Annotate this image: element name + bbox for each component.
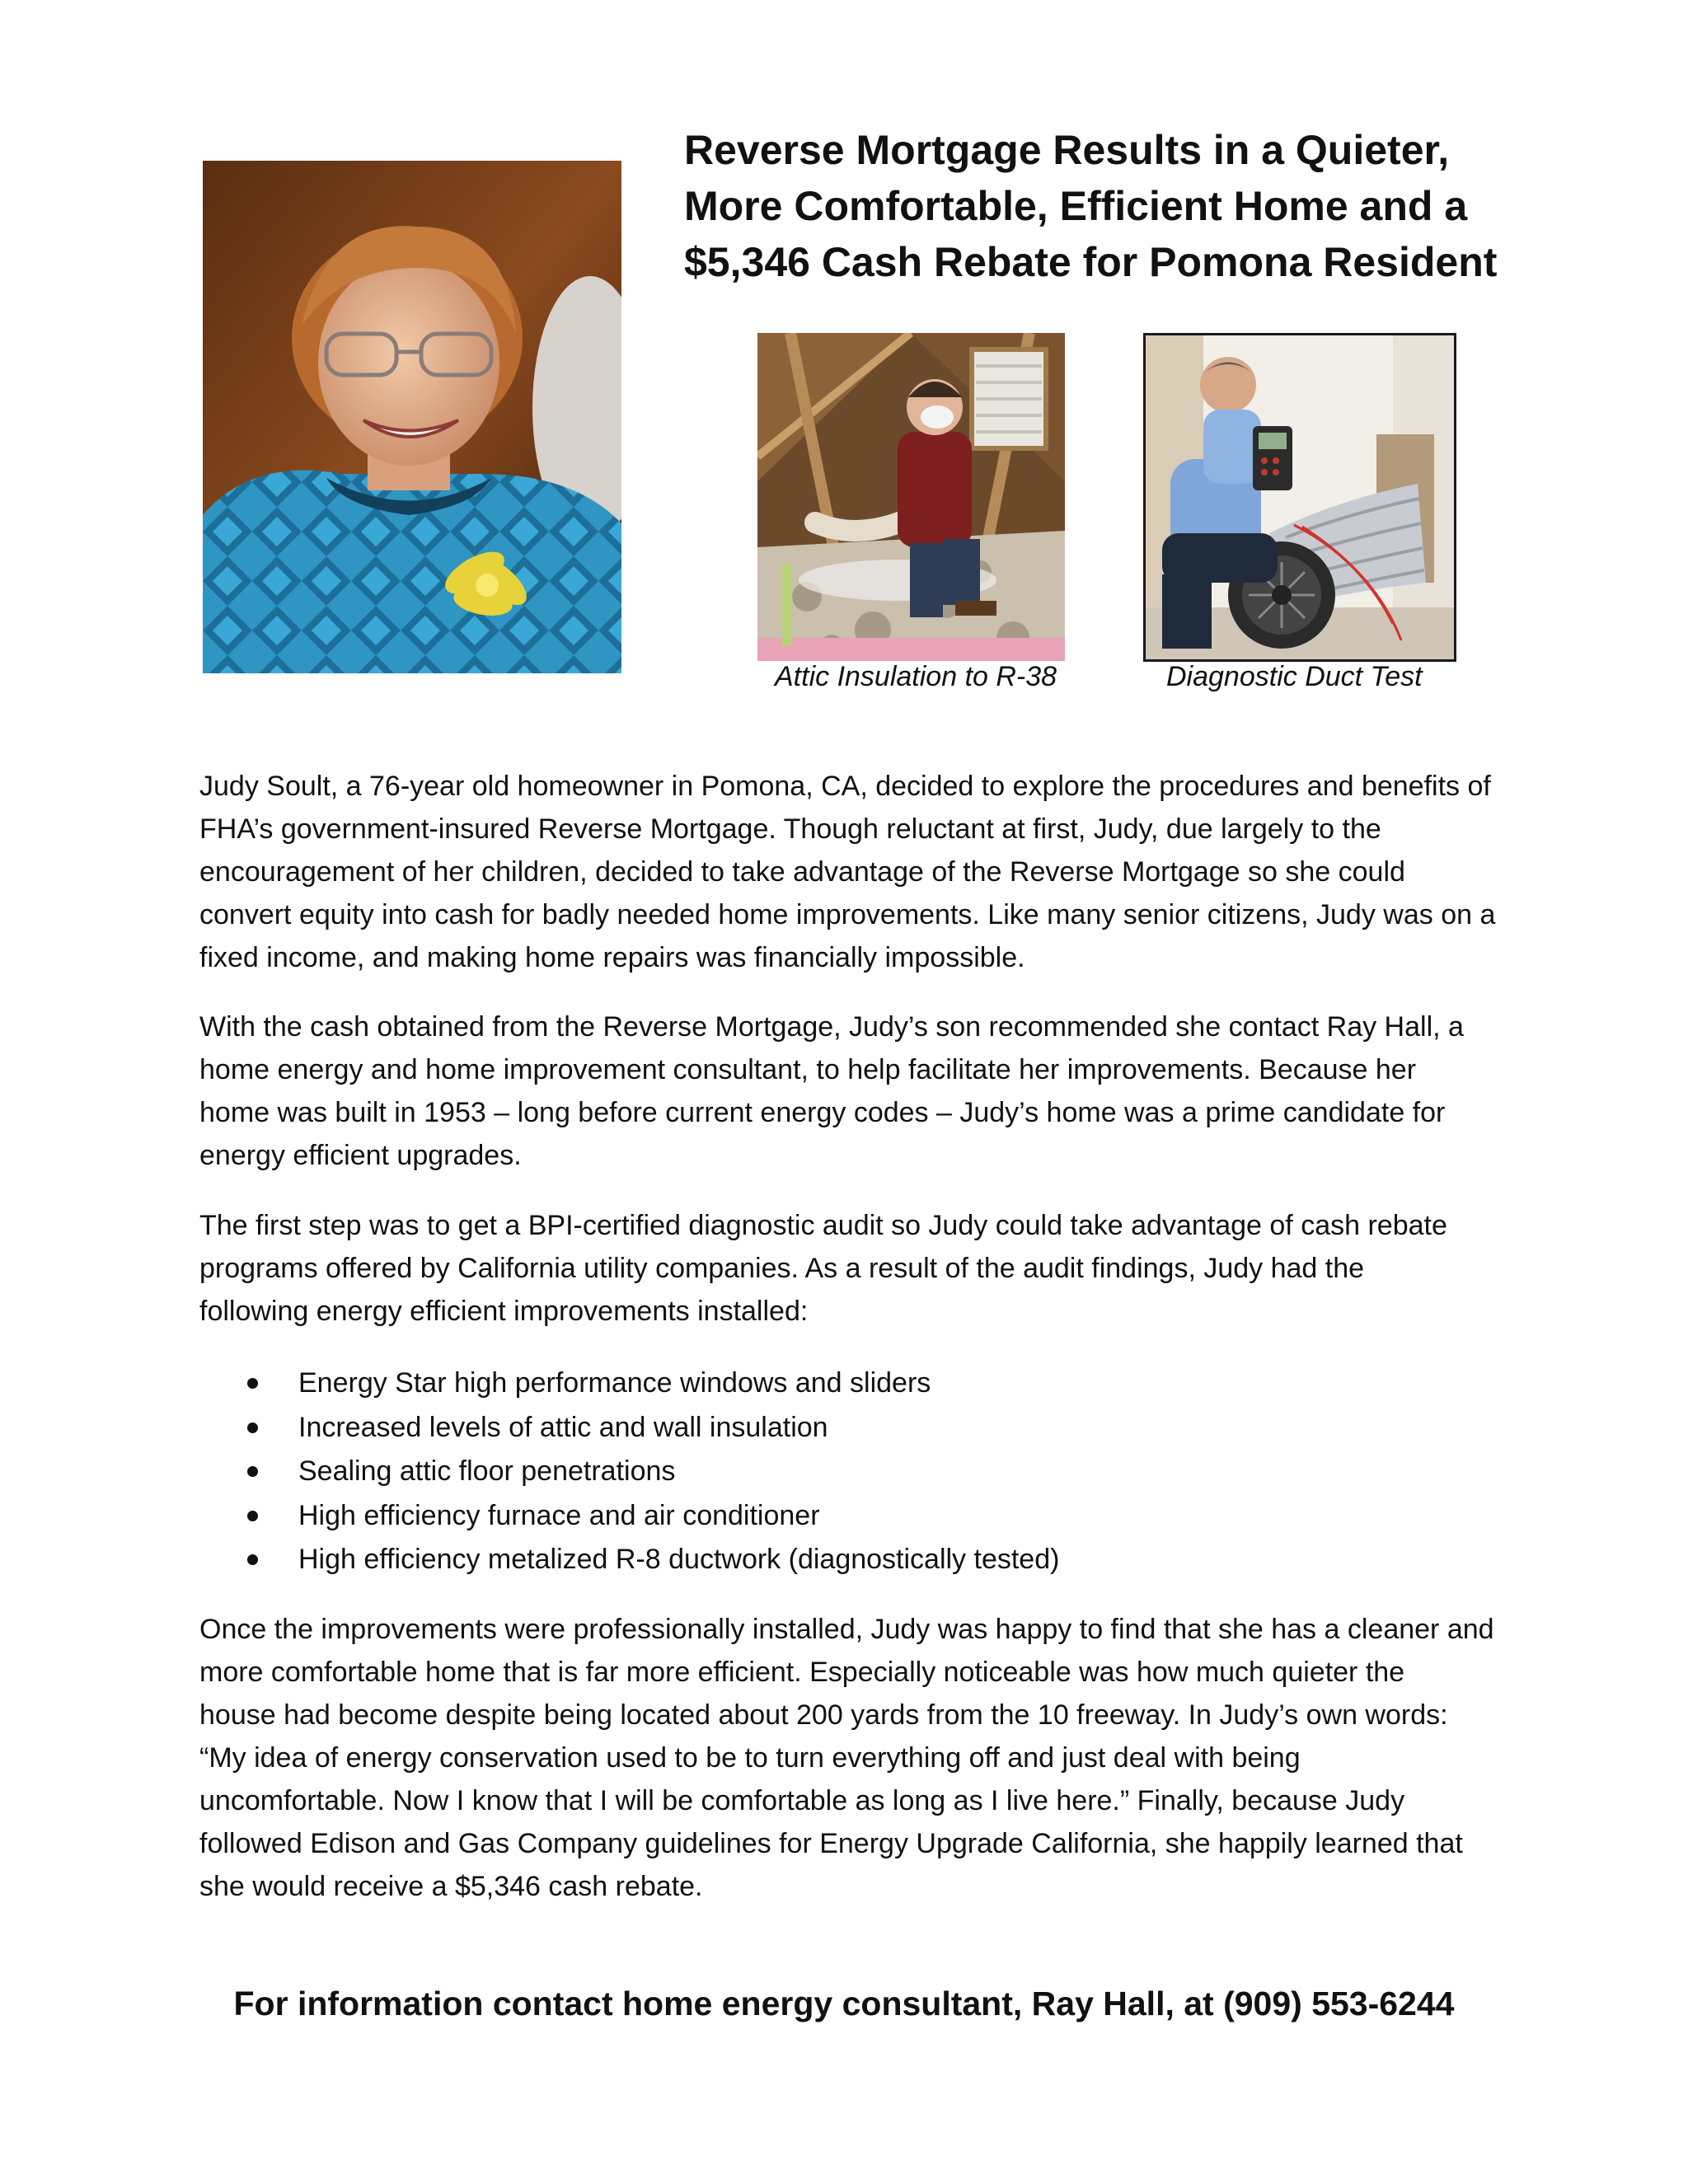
portrait-photo (203, 161, 621, 673)
list-item-text: Sealing attic floor penetrations (298, 1455, 676, 1487)
paragraph-audit (199, 1204, 1502, 1333)
list-item-text: Increased levels of attic and wall insulation (298, 1411, 828, 1443)
paragraph-line: programs offered by California utility companies. As a result of the audit findings, Judy had the (199, 1253, 1365, 1284)
paragraph-consultant (199, 1005, 1502, 1177)
list-item-text: Energy Star high performance windows and sliders (298, 1367, 931, 1399)
paragraph-line: “My idea of energy conservation used to be to turn everything off and just deal with being (199, 1742, 1301, 1774)
paragraph-line: she would receive a $5,346 cash rebate. (199, 1871, 703, 1902)
bullet-icon (247, 1466, 258, 1477)
improvements-list (247, 1361, 1059, 1582)
list-item (247, 1361, 1059, 1406)
paragraph-line: energy efficient upgrades. (199, 1140, 522, 1171)
article-title (684, 122, 1508, 290)
paragraph-line: home energy and home improvement consultant, to help facilitate her improvements. Because her (199, 1054, 1417, 1085)
list-item (247, 1406, 1059, 1451)
list-item-text: High efficiency furnace and air conditioner (298, 1499, 820, 1531)
contact-line: For information contact home energy consultant, Ray Hall, at (909) 553-6244 (233, 1985, 1455, 2022)
paragraph-results (199, 1608, 1502, 1908)
bullet-icon (247, 1422, 258, 1433)
paragraph-line: Once the improvements were professionally installed, Judy was happy to find that she has a cleaner and (199, 1614, 1494, 1645)
paragraph-line: followed Edison and Gas Company guidelines for Energy Upgrade California, she happily learned that (199, 1828, 1463, 1859)
duct-photo-caption: Diagnostic Duct Test (1166, 661, 1423, 692)
attic-photo-caption: Attic Insulation to R-38 (775, 661, 1057, 692)
title-line: $5,346 Cash Rebate for Pomona Resident (684, 239, 1498, 285)
duct-test-photo (1143, 333, 1456, 662)
paragraph-line: home was built in 1953 – long before current energy codes – Judy’s home was a prime candidate for (199, 1097, 1446, 1128)
paragraph-line: uncomfortable. Now I know that I will be comfortable as long as I live here.” Finally, because Judy (199, 1785, 1405, 1816)
paragraph-line: The first step was to get a BPI-certified diagnostic audit so Judy could take advantage of cash rebate (199, 1210, 1447, 1241)
paragraph-line: convert equity into cash for badly needed home improvements. Like many senior citizens, Judy was on a (199, 899, 1496, 930)
paragraph-line: Judy Soult, a 76-year old homeowner in Pomona, CA, decided to explore the procedures and benefits of (199, 771, 1491, 802)
list-item (247, 1450, 1059, 1494)
paragraph-line: following energy efficient improvements installed: (199, 1296, 809, 1327)
list-item (247, 1538, 1059, 1582)
paragraph-line: FHA’s government-insured Reverse Mortgage. Though reluctant at first, Judy, due largely to the (199, 813, 1381, 845)
list-item (247, 1494, 1059, 1539)
list-item-text: High efficiency metalized R-8 ductwork (diagnostically tested) (298, 1544, 1060, 1575)
paragraph-line: encouragement of her children, decided to take advantage of the Reverse Mortgage so she could (199, 856, 1405, 888)
paragraph-line: fixed income, and making home repairs was financially impossible. (199, 942, 1025, 973)
attic-insulation-photo (757, 333, 1065, 661)
title-line: Reverse Mortgage Results in a Quieter, (684, 127, 1450, 173)
paragraph-line: house had become despite being located about 200 yards from the 10 freeway. In Judy’s own words: (199, 1699, 1448, 1731)
paragraph-intro (199, 765, 1502, 979)
paragraph-line: With the cash obtained from the Reverse Mortgage, Judy’s son recommended she contact Ray Hall, a (199, 1011, 1464, 1043)
bullet-icon (247, 1554, 258, 1565)
bullet-icon (247, 1511, 258, 1521)
paragraph-line: more comfortable home that is far more efficient. Especially noticeable was how much quieter the (199, 1657, 1405, 1688)
bullet-icon (247, 1378, 258, 1389)
title-line: More Comfortable, Efficient Home and a (684, 183, 1468, 229)
